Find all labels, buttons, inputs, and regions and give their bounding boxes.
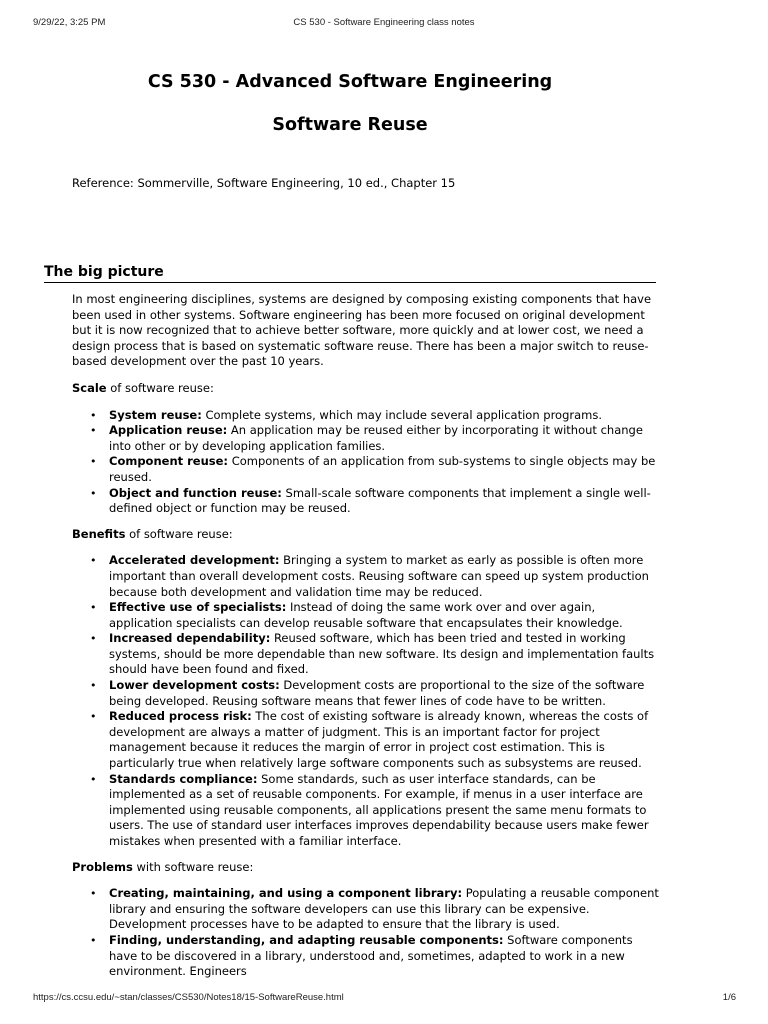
list-item — [109, 933, 662, 980]
list-item-term: Lower development costs: — [109, 678, 280, 693]
section-content — [72, 292, 662, 990]
list-item-term: System reuse: — [109, 407, 202, 422]
scale-lead-bold: Scale — [72, 380, 107, 395]
list-item — [109, 678, 662, 709]
reference-line: Reference: Sommerville, Software Engineering, 10 ed., Chapter 15 — [72, 176, 456, 190]
list-item-text: Populating a reusable component library and ensuring the software developers can use this library can be expensive. Development processes have to be adapted to ensure that the library is used. — [109, 886, 659, 932]
list-item — [109, 553, 662, 600]
document-title: CS 530 - Advanced Software Engineering — [147, 72, 553, 92]
problems-lead-bold: Problems — [72, 859, 133, 874]
print-page-title: CS 530 - Software Engineering class notes — [293, 17, 475, 28]
print-footer — [0, 992, 768, 1006]
list-item-text: Bringing a system to market as early as possible is often more important than overall development costs. Reusing software can speed up system production because both development and validation time may be reduced. — [109, 553, 649, 599]
list-item-text: Development costs are proportional to the size of the software being developed. Reusing software means that fewer lines of code have to be written. — [109, 678, 645, 708]
problems-lead-rest: with software reuse: — [132, 859, 254, 874]
problems-list — [72, 886, 662, 980]
list-item — [109, 709, 662, 771]
list-item — [109, 423, 662, 454]
scale-lead — [72, 381, 662, 397]
document-subtitle: Software Reuse — [272, 115, 428, 135]
list-item-text: Complete systems, which may include several application programs. — [201, 407, 603, 422]
list-item-text: Some standards, such as user interface standards, can be implemented as a set of reusable components. For example, if menus in a user interface are implemented using reusable components, all applications present the same menu formats to users. The use of standard user interfaces improves dependability because users make fewer mistakes when presented with a familiar interface. — [109, 771, 649, 848]
list-item-term: Accelerated development: — [109, 553, 280, 568]
list-item-text: Small-scale software components that implement a single well-defined object or function may be reused. — [109, 485, 651, 516]
list-item — [109, 886, 662, 933]
scale-lead-rest: of software reuse: — [106, 380, 214, 395]
print-datetime: 9/29/22, 3:25 PM — [33, 17, 106, 28]
list-item — [109, 772, 662, 850]
list-item — [109, 454, 662, 485]
list-item-text: Components of an application from sub-systems to single objects may be reused. — [109, 454, 656, 484]
list-item-term: Effective use of specialists: — [109, 600, 287, 615]
list-item-term: Reduced process risk: — [109, 709, 252, 724]
list-item-term: Standards compliance: — [109, 771, 258, 786]
list-item — [109, 631, 662, 678]
list-item — [109, 408, 662, 424]
list-item-term: Component reuse: — [109, 454, 229, 469]
list-item-text: Instead of doing the same work over and over again, application specialists can develop reusable software that encapsulates their knowledge. — [109, 600, 623, 630]
benefits-lead — [72, 527, 662, 543]
list-item — [109, 486, 662, 517]
benefits-list — [72, 553, 662, 849]
print-header — [0, 17, 768, 31]
list-item-term: Object and function reuse: — [109, 485, 282, 500]
list-item — [109, 600, 662, 631]
list-item-term: Application reuse: — [109, 423, 228, 438]
list-item-term: Increased dependability: — [109, 631, 271, 646]
benefits-lead-bold: Benefits — [72, 526, 126, 541]
section-heading-big-picture: The big picture — [44, 264, 656, 283]
benefits-lead-rest: of software reuse: — [125, 526, 233, 541]
problems-lead — [72, 860, 662, 876]
list-item-text: Software components have to be discovered in a library, understood and, sometimes, adapted to work in a new environment. Engineers — [109, 932, 633, 979]
list-item-term: Finding, understanding, and adapting reusable components: — [109, 932, 504, 947]
list-item-term: Creating, maintaining, and using a component library: — [109, 886, 463, 901]
list-item-text: Reused software, which has been tried and tested in working systems, should be more dependable than new software. Its design and implementation faults should have been found and fixed. — [109, 631, 655, 677]
list-item-text: The cost of existing software is already known, whereas the costs of development are always a matter of judgment. This is an important factor for project management because it reduces the margin of error in project cost estimation. This is particularly true when relatively large software components such as subsystems are reused. — [109, 709, 649, 771]
list-item-text: An application may be reused either by incorporating it without change into other or by developing application families. — [109, 423, 643, 453]
scale-list — [72, 408, 662, 517]
print-page-number: 1/6 — [722, 992, 736, 1003]
print-url: https://cs.ccsu.edu/~stan/classes/CS530/Notes18/15-SoftwareReuse.html — [33, 992, 344, 1003]
intro-paragraph: In most engineering disciplines, systems are designed by composing existing components that have been used in other systems. Software engineering has been more focused on original development but it is now recognized that to achieve better software, more quickly and at lower cost, we need a design process that is based on systematic software reuse. There has been a major switch to reuse-based development over the past 10 years. — [72, 292, 652, 369]
